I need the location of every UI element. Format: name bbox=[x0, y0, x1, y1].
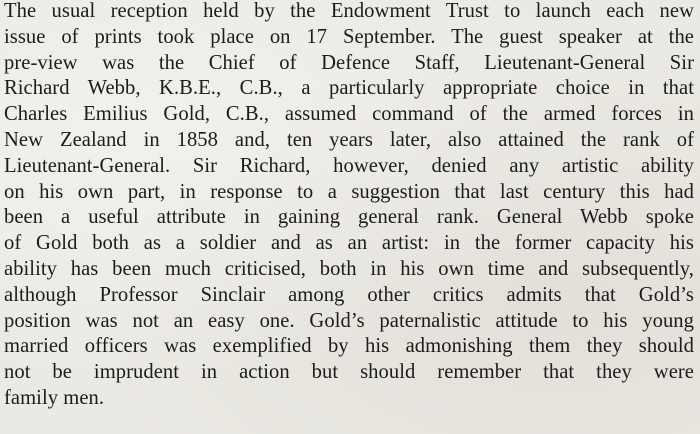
text-line: The usual reception held by the Endowment Trust to launch each new bbox=[4, 0, 694, 22]
text-line: New Zealand in 1858 and, ten years later, also attained the rank of bbox=[4, 128, 694, 151]
document-page bbox=[4, 0, 694, 412]
text-line: not be imprudent in action but should remember that they were bbox=[4, 361, 694, 384]
text-line: Lieutenant-General. Sir Richard, however, denied any artistic ability bbox=[4, 154, 694, 177]
text-line: ability has been much criticised, both in his own time and subsequently, bbox=[4, 257, 694, 280]
text-line-last: family men. bbox=[4, 386, 105, 409]
text-line: of Gold both as a soldier and as an artist: in the former capacity his bbox=[4, 232, 694, 255]
text-line: married officers was exemplified by his admonishing them they should bbox=[4, 335, 694, 358]
text-line: issue of prints took place on 17 September. The guest speaker at the bbox=[4, 25, 694, 48]
text-line: Charles Emilius Gold, C.B., assumed command of the armed forces in bbox=[4, 103, 694, 126]
text-line: position was not an easy one. Gold’s paternalistic attitude to his young bbox=[4, 309, 694, 332]
text-line: pre-view was the Chief of Defence Staff, Lieutenant-General Sir bbox=[4, 51, 694, 74]
text-line: although Professor Sinclair among other critics admits that Gold’s bbox=[4, 283, 694, 306]
text-line: Richard Webb, K.B.E., C.B., a particularly appropriate choice in that bbox=[4, 77, 694, 100]
text-line: on his own part, in response to a suggestion that last century this had bbox=[4, 180, 694, 203]
text-line: been a useful attribute in gaining general rank. General Webb spoke bbox=[4, 206, 694, 229]
